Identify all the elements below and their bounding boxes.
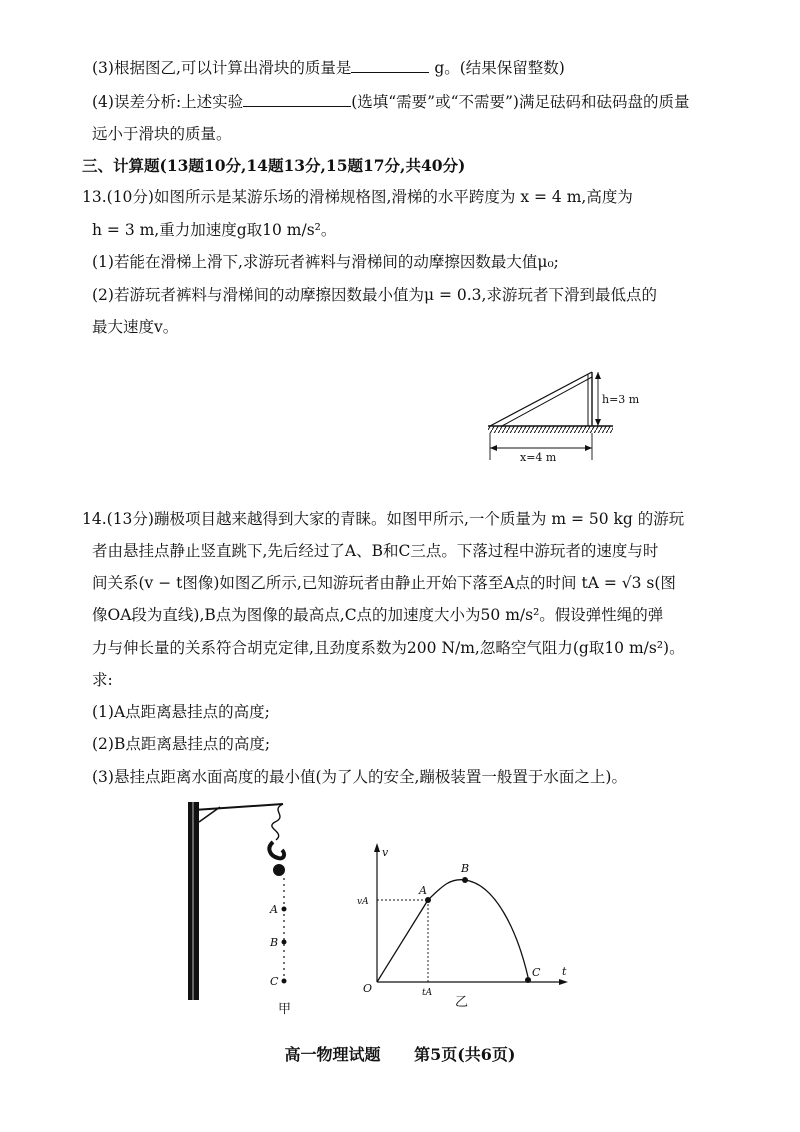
graph-point-b	[462, 877, 468, 883]
q12-sub4-text-post: (选填“需要”或“不需要”)满足砝码和砝码盘的质量	[351, 93, 690, 111]
graph-label-ta: tA	[422, 988, 433, 998]
q14-stem-line2: 者由悬挂点静止竖直跳下,先后经过了A、B和C三点。下落过程中游玩者的速度与时	[92, 542, 659, 560]
vt-graph	[355, 840, 580, 1015]
v-axis-label: v	[382, 846, 389, 859]
height-arrow-bottom	[595, 419, 601, 426]
section3-heading: 三、计算题(13题10分,14题13分,15题17分,共40分)	[82, 156, 466, 175]
q13-sub2: (2)若游玩者裤料与滑梯间的动摩擦因数最小值为μ = 0.3,求游玩者下滑到最低点的	[92, 286, 657, 304]
q14-stem-line5: 力与伸长量的关系符合胡克定律,且劲度系数为200 N/m,忽略空气阻力(g取10 m/s²)。	[92, 639, 685, 657]
figure-jia-caption: 甲	[278, 1002, 292, 1017]
point-b-marker	[282, 940, 287, 945]
q12-sub4-text: (4)误差分析:上述实验	[92, 93, 244, 111]
slide-incline-top	[502, 377, 592, 426]
slide-figure	[480, 360, 650, 468]
tower-pole-highlight	[192, 802, 194, 1000]
q14-sub1: (1)A点距离悬挂点的高度;	[92, 703, 270, 721]
curve-abc	[428, 880, 528, 977]
q14-stem-line6: 求:	[92, 671, 113, 689]
q14-stem-line3: 间关系(v − t图像)如图乙所示,已知游玩者由静止开始下落至A点的时间 tA = √3 s(图	[92, 574, 676, 592]
segment-oa	[377, 900, 428, 982]
width-arrow-left	[490, 445, 497, 451]
width-label: x=4 m	[520, 451, 557, 464]
width-arrow-right	[585, 445, 592, 451]
footer-title: 高一物理试题	[284, 1045, 381, 1064]
point-a-marker	[282, 907, 287, 912]
t-axis-label: t	[562, 965, 567, 978]
point-c-label: C	[270, 975, 279, 988]
tower-arm	[194, 804, 283, 810]
bungee-figure	[180, 800, 310, 1022]
answer-blank[interactable]	[243, 92, 351, 107]
point-b-label: B	[270, 936, 279, 949]
q14-stem-line4: 像OA段为直线),B点为图像的最高点,C点的加速度大小为50 m/s²。假设弹性绳的弹	[92, 606, 664, 624]
answer-blank[interactable]	[351, 58, 429, 73]
height-label: h=3 m	[602, 393, 640, 406]
q14-sub2: (2)B点距离悬挂点的高度;	[92, 735, 271, 753]
t-axis-arrow	[559, 979, 568, 985]
graph-point-a	[425, 897, 431, 903]
q12-sub3	[92, 57, 565, 79]
q13-sub1: (1)若能在滑梯上滑下,求游玩者裤料与滑梯间的动摩擦因数最大值μ₀;	[92, 253, 559, 271]
graph-label-b: B	[461, 862, 470, 875]
graph-label-va: vA	[357, 897, 369, 907]
v-axis-arrow	[374, 843, 380, 852]
footer-page: 第5页(共6页)	[414, 1045, 516, 1064]
q13-stem-line1: 13.(10分)如图所示是某游乐场的滑梯规格图,滑梯的水平跨度为 x = 4 m,高度为	[82, 188, 633, 206]
jumper-icon	[269, 842, 285, 876]
height-arrow-top	[595, 372, 601, 379]
q13-sub2-line2: 最大速度v。	[92, 318, 179, 336]
graph-point-c	[525, 977, 531, 983]
point-c-marker	[282, 979, 287, 984]
q12-sub3-text: (3)根据图乙,可以计算出滑块的质量是	[92, 59, 352, 77]
slide-incline	[490, 372, 592, 426]
q12-sub3-text-post: g。(结果保留整数)	[429, 59, 565, 77]
bungee-cord	[272, 804, 283, 840]
q13-stem-line2: h = 3 m,重力加速度g取10 m/s²。	[92, 221, 337, 239]
q12-sub4	[92, 91, 689, 113]
figure-yi-caption: 乙	[455, 995, 469, 1010]
graph-label-c: C	[532, 966, 541, 979]
q14-sub3: (3)悬挂点距离水面高度的最小值(为了人的安全,蹦极装置一般置于水面之上)。	[92, 768, 627, 786]
graph-label-a: A	[419, 884, 427, 897]
point-a-label: A	[270, 903, 278, 916]
ground-hatch	[488, 426, 613, 433]
q12-sub4-line2: 远小于滑块的质量。	[92, 125, 232, 143]
page-footer	[0, 1042, 800, 1065]
origin-label: O	[363, 982, 373, 995]
q14-stem-line1: 14.(13分)蹦极项目越来越得到大家的青睐。如图甲所示,一个质量为 m = 50 kg 的游玩	[82, 510, 685, 528]
